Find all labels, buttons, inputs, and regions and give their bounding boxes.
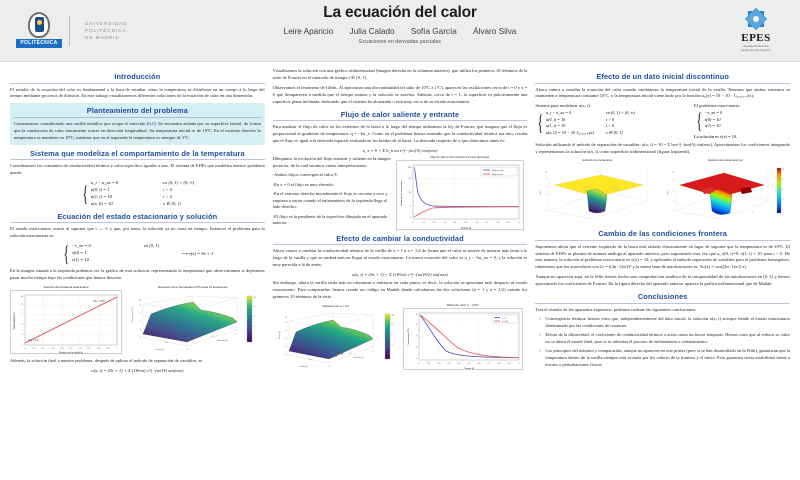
sys1-dom-3: x ∈ [0, 1] — [163, 200, 182, 206]
column-left — [10, 68, 265, 480]
svg-text:10: 10 — [672, 172, 675, 175]
svg-text:0.5: 0.5 — [165, 341, 168, 344]
frontera-paragraph: Suponemos ahora que el extremo izquierdo de la barra está aislado térmicamente en lugar de suponer que la temperatura es de 10ºC. El sistema de EDPs se plantea de manera análoga al apartado anterior, pero suponiendo esta vez que u_x(0, t)=0, u(1, t) = 10, para t > 0. De esta manera, la solución al problema estacionario es v(x) = 10, y aplicando el método separación de variables para el problema homogéneo, obtenemos que los autovalores son λₙ = ((2n−1)π/2)² y la nueva base de autofunciones es: Xₙ(x) = cos((2n−1)π/2 x). — [535, 243, 791, 270]
figure-row-4 — [535, 159, 790, 225]
svg-text:3: 3 — [415, 335, 417, 338]
sys3-dom-1: t > 0 — [605, 116, 615, 122]
section-heading-sistema: Sistema que modeliza el comportamiento de la temperatura — [10, 149, 265, 161]
epes-logo — [732, 7, 780, 53]
svg-text:2: 2 — [546, 202, 548, 205]
sys3-dom-2: t > 0 — [605, 123, 615, 129]
svg-text:0.5: 0.5 — [211, 335, 214, 338]
fig3-ylabel: Gradiente de Temperatura — [400, 180, 403, 206]
svg-text:6: 6 — [139, 312, 141, 315]
upm-logo — [20, 12, 128, 50]
epes-logo-sub-1: Escuela Politécnica — [743, 44, 769, 48]
svg-text:4: 4 — [391, 343, 393, 346]
svg-text:0.6: 0.6 — [477, 362, 481, 365]
svg-text:7: 7 — [21, 313, 23, 316]
fig3-xlabel: Tiempo (t) — [460, 227, 471, 230]
planteamiento-paragraph: Comenzamos considerando una varilla metálica que ocupa el intervalo [0,1]. Se encuentra aislada por su superficie lateral, de forma que la conducción de calor únicamente ocurre en dirección longitudinal. Su temperatura inicial es de 10ºC. En el extremo derecho la temperatura se mantiene en 10ºC, mientras que en el izquierdo la temperatura es siempre de 1ºC. — [14, 120, 261, 140]
conclusiones-intro: Tras el estudio de los apartados expuestos, podemos realizar las siguientes conclusiones: — [535, 306, 697, 312]
fig5-svg — [404, 309, 524, 371]
svg-text:Temp (y): Temp (y) — [278, 330, 281, 339]
svg-text:6: 6 — [391, 333, 393, 336]
svg-text:v(0) = 1ºC: v(0) = 1ºC — [28, 338, 39, 342]
svg-text:4: 4 — [415, 323, 417, 326]
svg-text:3: 3 — [21, 333, 23, 336]
svg-text:100: 100 — [407, 166, 411, 169]
svg-text:Temperatura (ºC): Temperatura (ºC) — [132, 306, 134, 322]
sys2-dom-0: en (0, 1) — [143, 243, 160, 249]
svg-text:0: 0 — [24, 347, 26, 350]
svg-text:30: 30 — [408, 191, 411, 194]
gibbs-paragraph: Observamos el fenómeno de Gibbs. Al aproximar una discontinuidad (el salto de 10ºC a 1ºC), aparecen las oscilaciones cerca de t = 0 y x = 0 que desaparecen a medida que el tiempo avanza y la solución se suaviza. Además, cerca de t = 1, la superficie es prácticamente una superficie plana inclinada, indicando que el sistema ha alcanzado o está muy cerca de su estado estacionario. — [272, 84, 528, 104]
fig2-svg — [125, 290, 261, 354]
svg-text:Tiempo (t): Tiempo (t) — [155, 348, 165, 351]
conclusion-item-1: ▪ Efecto de la difusividad: el coeficiente de conductividad térmica a actúa como un factor temporal. Hemos visto que al reducir su valor no se altera el estado final, pero sí se ralentiza el proceso de enfriamiento o calentamiento. — [539, 332, 790, 346]
sys3-dom-3: x ∈ [0, 1] — [605, 129, 624, 135]
fig7-svg — [662, 163, 788, 225]
svg-text:0.5: 0.5 — [308, 358, 312, 361]
svg-text:8: 8 — [285, 321, 287, 324]
svg-text:0: 0 — [187, 348, 189, 351]
separacion-variables-paragraph: Solución utilizando el método de separación de variables: u(x, t) = 10 + Σ bₙe^(−(nπ)²t) sin(nπx). Aproximamos los coeficientes integrando y representamos la solución u(x, t) como superficie tridimensional (figura izquierda). — [535, 142, 791, 155]
svg-text:0.5: 0.5 — [69, 347, 73, 350]
fig4-title: Solución con a = 1/2 — [322, 303, 349, 308]
svg-text:4: 4 — [546, 194, 548, 197]
svg-text:0: 0 — [673, 210, 675, 213]
sys4-eq-1: v(0) = 10 — [704, 116, 721, 122]
figure-difference-comparison — [403, 304, 523, 370]
section-heading-planteamiento: Planteamiento del problema — [14, 106, 261, 118]
figure-row-1 — [10, 285, 265, 354]
svg-text:10: 10 — [20, 295, 23, 298]
svg-text:0: 0 — [285, 353, 287, 356]
section-heading-conclusiones: Conclusiones — [535, 292, 790, 304]
system-right-group — [694, 103, 790, 139]
system-equations-1 — [10, 180, 265, 208]
systems-side-by-side — [535, 103, 790, 139]
svg-text:1: 1 — [518, 362, 520, 365]
svg-text:8: 8 — [253, 305, 255, 308]
svg-text:0.7: 0.7 — [87, 347, 91, 350]
svg-text:0: 0 — [415, 357, 417, 360]
visualizacion-paragraph: Visualizamos la solución con una gráfica tridimensional (imagen derecha en la columna anterior), que utiliza los primeros 10 términos de la serie de Fourier en el intervalo de tiempo t ∈ [0, 1]. — [272, 68, 528, 80]
sys1-eq-3: u(x, 0) = 10 — [91, 200, 113, 206]
sys1-dom-1: t > 0 — [163, 186, 172, 192]
stationary-solution: ⟶ v(x) = 9x + 1 — [181, 251, 214, 257]
svg-text:0.2: 0.2 — [432, 221, 436, 224]
svg-text:8: 8 — [139, 304, 141, 307]
fig2-plot-area — [125, 290, 261, 354]
svg-text:2: 2 — [391, 353, 393, 356]
svg-text:10: 10 — [284, 316, 287, 319]
conclusion-item-2: ▪ Los principios del máximo y comparación, aunque no aparecen en este póster (pero sí se han desarrollado en la Wiki), garantizan que la temperatura dentro de la varilla siempre está acotada por los valores de la frontera y el inicio. Esto garantiza cierta estabilidad frente a errores o perturbaciones físicas. — [539, 348, 790, 368]
svg-text:0: 0 — [418, 362, 420, 365]
sys3-eq-0: u_t − u_xx = 0 — [545, 110, 572, 116]
svg-text:x: x — [630, 212, 632, 215]
svg-text:1: 1 — [518, 221, 520, 224]
svg-text:2: 2 — [285, 345, 287, 348]
poster-header — [0, 0, 800, 62]
fig5-ylabel: Temperatura (ºC) — [407, 328, 410, 346]
fig7-title: Evolución de la temperatura (jet) — [708, 159, 743, 163]
svg-text:0.6: 0.6 — [475, 221, 479, 224]
svg-text:8: 8 — [391, 323, 393, 326]
fig4-plot-area — [273, 309, 399, 371]
logo-divider — [69, 16, 70, 46]
sys1-eq-1: u(0, t) = 1 — [91, 186, 110, 192]
sys4-dom-1: . — [738, 116, 740, 122]
sys3-dom-0: en (0, 1) × (0, ∞) — [605, 110, 635, 116]
sys1-dom-2: t > 0 — [163, 193, 172, 199]
final-solution-paragraph: Además, la solución final a nuestro problema, después de aplicar el método de separación de variables, es — [10, 357, 203, 363]
svg-text:0.1: 0.1 — [422, 221, 426, 224]
fig2-title: Evolución de la Temperatura (Primeras 10 iteraciones) — [158, 284, 228, 289]
svg-text:0.3: 0.3 — [447, 362, 451, 365]
upm-logo-text — [85, 20, 127, 41]
epes-logo-name: EPES — [741, 32, 771, 44]
estacionario-paragraph: El estado estacionario ocurre al suponer que t → ∞ y que, por tanto, la solución ya no varía en tiempo. Entonces el problema para la solución estacionaria es: — [10, 226, 265, 239]
svg-text:4: 4 — [285, 337, 287, 340]
sys2-eq-0: −v_xx = 0 — [71, 243, 91, 249]
svg-text:10: 10 — [138, 299, 141, 302]
svg-text:0.7: 0.7 — [485, 221, 489, 224]
sys3-eq-3: u(x, 0) = 10 − 10 1₍₀.₃,₀.₇₎(x) — [545, 129, 594, 135]
svg-text:10: 10 — [253, 296, 256, 299]
svg-text:0.9: 0.9 — [106, 347, 110, 350]
fig1-plot-area — [10, 290, 122, 354]
fig3-plot-area — [396, 160, 524, 230]
estacionario-paragraph-2: En la imagen situada a la izquierda podemos ver la gráfica de esta solución, representando la temperatura que observaríamos si dejáramos pasar mucho tiempo bajo las condiciones que hemos descrito. — [10, 268, 265, 280]
fig1-svg — [11, 291, 123, 355]
sys4-eq-2: v(1) = 10 — [704, 123, 721, 129]
svg-text:0.9: 0.9 — [507, 362, 511, 365]
section-heading-flujo: Flujo de calor saliente y entrante — [273, 110, 528, 122]
svg-text:0.7: 0.7 — [487, 362, 491, 365]
brace-icon: { — [63, 241, 70, 267]
conclusion-item-0: ▪ Convergencia térmica: hemos visto que, independientemente del dato inicial, la solución u(x, t) siempre tiende al estado estacionario determinado por las condiciones de contorno. — [539, 316, 790, 330]
svg-text:0: 0 — [409, 216, 411, 219]
svg-text:0.4: 0.4 — [457, 362, 461, 365]
intro-paragraph: El estudio de la ecuación del calor es fundamental a la hora de estudiar cómo la temperatura se distribuye en un cuerpo a lo largo del tiempo mediante procesos de difusión. En este trabajo visualizaremos diferentes soluciones de la ecuación de calor en una dimensión. — [10, 86, 265, 99]
svg-text:5: 5 — [21, 323, 23, 326]
svg-text:4: 4 — [253, 325, 255, 328]
fig5-xlabel: Tiempo (t) — [463, 367, 474, 370]
author-1: Leire Aparicio — [283, 27, 334, 36]
section-heading-introduccion: Introducción — [10, 72, 265, 84]
svg-text:9: 9 — [21, 303, 23, 306]
svg-text:3: 3 — [782, 199, 784, 202]
system-left-label: Sistema para modelizar u(x, t): — [535, 103, 591, 109]
column-middle — [273, 68, 528, 480]
system-left-group — [535, 103, 688, 139]
svg-text:1: 1 — [116, 347, 118, 350]
svg-text:10: 10 — [391, 314, 394, 317]
svg-text:0: 0 — [546, 210, 548, 213]
conductividad-paragraph-2: Sin embargo, ahora la varilla tarda más en calentarse o enfriarse en cada punto, es decir, la solución se aproxima más despacio al estado estacionario. Para compararlas, hemos creado un código en Matlab donde calculamos las dos soluciones (a = 1 y a = 1/2) usando los primeros 10 términos de la serie. — [272, 279, 528, 299]
svg-text:0: 0 — [328, 365, 330, 368]
svg-text:5: 5 — [673, 190, 675, 193]
section-heading-frontera: Cambio de las condiciones frontera — [535, 229, 790, 241]
course-subject: Ecuaciones en derivadas parciales — [359, 39, 441, 45]
column-right — [535, 68, 790, 480]
epes-star-icon — [744, 7, 768, 31]
frontera-paragraph-2: Aunque no aparecen aquí, en la Wiki hemos hecho una comprobación analítica de la ortogonalidad de las autofunciones en [0, 1] y hemos aproximado los coeficientes de Fourier. En la figura derecha del apartado anterior aparece la gráfica tridimensional que de Matlab — [535, 274, 791, 287]
upm-line-2: POLITÉCNICA — [85, 27, 127, 33]
brace-icon: { — [82, 180, 89, 206]
svg-text:0.5: 0.5 — [464, 221, 468, 224]
svg-text:Posición (x): Posición (x) — [352, 356, 364, 359]
poster-columns — [0, 62, 800, 480]
svg-text:1: 1 — [21, 343, 23, 346]
svg-text:5: 5 — [782, 189, 784, 192]
svg-text:10: 10 — [782, 169, 785, 172]
upm-shield-icon — [20, 12, 58, 50]
svg-text:v(1) = 10ºC: v(1) = 10ºC — [93, 299, 106, 303]
svg-text:0: 0 — [139, 336, 141, 339]
figure-steady-state — [10, 285, 122, 354]
fig1-xlabel: Posición en la varilla (x) — [58, 352, 84, 355]
svg-text:3: 3 — [673, 200, 675, 203]
brace-icon: { — [537, 110, 544, 136]
flujo-paragraph-2: Dibujamos la evolución del flujo entrante y saliente en la imagen posterior, de la cual sacamos varias interpretaciones: — [272, 155, 391, 168]
svg-text:0.2: 0.2 — [41, 347, 45, 350]
flujo-bullet-0: -Ambos flujos convergen al valor 9. — [272, 172, 338, 178]
svg-text:0.8: 0.8 — [496, 221, 500, 224]
svg-text:0.4: 0.4 — [60, 347, 64, 350]
author-4: Álvaro Silva — [473, 27, 517, 36]
sys1-dom-0: en (0, 1) × (0, ∞) — [163, 179, 195, 185]
sys3-eq-1: u(0, t) = 10 — [545, 116, 566, 122]
svg-text:0.4: 0.4 — [453, 221, 457, 224]
svg-text:8: 8 — [546, 178, 548, 181]
svg-text:2: 2 — [253, 335, 255, 338]
upm-line-3: DE MADRID — [85, 35, 120, 41]
svg-text:0.2: 0.2 — [437, 362, 441, 365]
section-heading-estacionario: Ecuación del estado estacionario y solución — [10, 212, 265, 224]
upm-line-1: UNIVERSIDAD — [85, 20, 128, 26]
svg-text:1: 1 — [371, 350, 373, 353]
svg-text:u(x,t): u(x,t) — [540, 190, 543, 196]
svg-text:t: t — [565, 221, 566, 224]
fig4-svg — [273, 309, 399, 371]
svg-text:0.8: 0.8 — [497, 362, 501, 365]
sys4-eq-0: −v_xx = 0 — [704, 110, 723, 116]
fig5-legend-1: a = 1/2 — [501, 320, 508, 323]
fig5-plot-area — [403, 308, 523, 370]
conductividad-equation: u(x, t) = (9x + 1) + Σ (18/nπ) e^(−(nπ)²t/2) sin(nπx) — [352, 271, 448, 277]
flujo-equation: u_x = 9 + Σ b_n nπ e^(−(nπ)²t) cos(nπx) — [362, 147, 438, 153]
page-title: La ecuación del calor — [323, 4, 477, 21]
brace-icon: { — [696, 108, 703, 134]
epes-logo-sub-2: de Excelencia Superior — [741, 48, 771, 53]
svg-text:0.1: 0.1 — [32, 347, 36, 350]
svg-text:x: x — [752, 212, 754, 215]
figure-row-2 — [273, 156, 528, 230]
system-right-label: El problema estacionario: — [694, 103, 741, 109]
svg-text:2: 2 — [139, 328, 141, 331]
svg-text:0.1: 0.1 — [427, 362, 431, 365]
figure-discontinuous-jet — [662, 159, 788, 225]
svg-text:Posición (x): Posición (x) — [217, 339, 228, 342]
sys3-eq-2: u(1, t) = 10 — [545, 123, 566, 129]
author-2: Julia Calado — [349, 27, 395, 36]
svg-text:5: 5 — [415, 313, 417, 316]
svg-text:10: 10 — [545, 172, 548, 175]
sys2-eq-1: v(0) = 1 — [71, 250, 87, 255]
fig3-svg — [397, 161, 525, 231]
panel-planteamiento — [10, 103, 265, 144]
sys1-eq-0: u_t − u_xx = 0 — [91, 179, 119, 185]
sys1-eq-2: u(1, t) = 10 — [91, 193, 112, 199]
conclusiones-list — [539, 316, 790, 368]
section-heading-dato-inicial: Efecto de un dato inicial discontinuo — [535, 72, 790, 84]
svg-text:60: 60 — [408, 177, 411, 180]
fig6-plot-area — [535, 163, 659, 225]
stationary-solution-2: La solución es v(x) = 10. — [694, 134, 738, 140]
fig3-title: Flujo de calor en los extremos a lo largo del tiempo — [430, 155, 490, 159]
svg-text:0: 0 — [782, 209, 784, 212]
svg-text:0.3: 0.3 — [51, 347, 55, 350]
svg-text:9: 9 — [409, 205, 411, 208]
svg-text:1: 1 — [235, 333, 237, 336]
svg-text:0.3: 0.3 — [443, 221, 447, 224]
svg-text:6: 6 — [253, 315, 255, 318]
svg-text:0.6: 0.6 — [78, 347, 82, 350]
svg-text:8: 8 — [673, 180, 675, 183]
figure-temperature-surface — [125, 285, 261, 354]
fig7-plot-area — [662, 163, 788, 225]
svg-text:6: 6 — [285, 329, 287, 332]
dato-inicial-paragraph: Ahora vamos a estudiar la ecuación del calor cuando cambiamos la temperatura inicial de la varilla. Tenemos que ambos extremos se mantienen a temperatura constante 10ºC, y la temperatura inicial viene dado por la función u₀(x) = 10 − 10 · 1₍₀.₃,₀.₇₎(x). — [535, 86, 791, 99]
figure-heat-flux — [396, 156, 524, 230]
fig1-title: Solución del problema estacionario — [43, 284, 89, 289]
svg-text:2: 2 — [415, 346, 417, 349]
svg-text:0: 0 — [412, 221, 414, 224]
svg-text:u(x,t): u(x,t) — [667, 190, 670, 196]
svg-text:4: 4 — [139, 320, 141, 323]
figure-row-3 — [273, 304, 528, 371]
fig6-svg — [535, 163, 659, 225]
flujo-bullet-2: -En el extremo derecho inicialmente el flujo es cercano a cero y empieza a variar cuando el enfriamiento de la izquierda llega al lado derecho. — [272, 190, 388, 210]
svg-text:t: t — [690, 221, 691, 224]
fig6-title: Evolución de la temperatura — [582, 159, 613, 163]
figure-solution-half-conductivity — [273, 304, 399, 371]
author-3: Sofía García — [410, 27, 457, 36]
section-heading-conductividad: Efecto de cambiar la conductividad — [273, 234, 528, 246]
svg-text:Tiempo (t): Tiempo (t) — [298, 365, 308, 368]
svg-text:0.5: 0.5 — [348, 352, 352, 355]
svg-text:0.5: 0.5 — [467, 362, 471, 365]
system-equations-2 — [10, 243, 265, 265]
svg-text:6: 6 — [546, 186, 548, 189]
flujo-paragraph: Para analizar el flujo de calor en los extremos de la barra a lo largo del tiempo utilizamos la ley de Fourier, que asegura que el flujo es proporcional al gradiente de temperatura: q = −ku_x. Como en el problema hemos asumido que la conductividad térmica era uno, resulta que el flujo es igual a la derivada espacial evaluada en los bordes de la barra. La derivada respecto de x que obtuvimos antes es: — [272, 124, 528, 143]
conductividad-paragraph: Ahora vamos a cambiar la conductividad térmica de la varilla de a = 1 a a = 1/2 de forma que el calor se mueve de manera más lenta a lo largo de la varilla y que se tardará más en llegar al estado estacionario. La nueva ecuación del calor es u_t − ½u_xx = 0, y la solución es muy parecida a la de antes: — [272, 248, 528, 268]
sys2-eq-2: v(1) = 10 — [71, 256, 89, 262]
flujo-bullet-3: -El flujo es la pendiente de la superficie dibujada en el apartado anterior. — [272, 213, 388, 226]
final-solution-equation: u(x, t) = (9x + 1) + Σ (18/nπ) e^(−(nπ)²t) sin(nπx) — [91, 367, 184, 373]
fig5-legend-0: a = 1 — [501, 317, 507, 320]
fig1-ylabel: Temperatura (ºC) — [14, 312, 16, 330]
svg-text:0.8: 0.8 — [97, 347, 101, 350]
fig3-legend-0: Flujo en x=0 — [491, 169, 504, 172]
sistema-paragraph: Consideramos las constantes de conductividad térmica y calor específico iguales a uno. El sistema de EDPs que modeliza nuestro problema queda: — [10, 163, 265, 175]
figure-discontinuous-viridis — [535, 159, 659, 225]
upm-logo-word: POLITÉCNICA — [16, 39, 61, 48]
svg-text:8: 8 — [782, 179, 784, 182]
fig3-legend-1: Flujo en x=1 — [491, 173, 504, 176]
flujo-bullets — [273, 172, 391, 227]
flujo-bullet-1: -En x = 0 el flujo es muy elevado. — [272, 181, 334, 187]
fig5-title: Diferencia: u(0.5, t) − v(0.5) — [446, 303, 479, 307]
svg-text:0.9: 0.9 — [506, 221, 510, 224]
